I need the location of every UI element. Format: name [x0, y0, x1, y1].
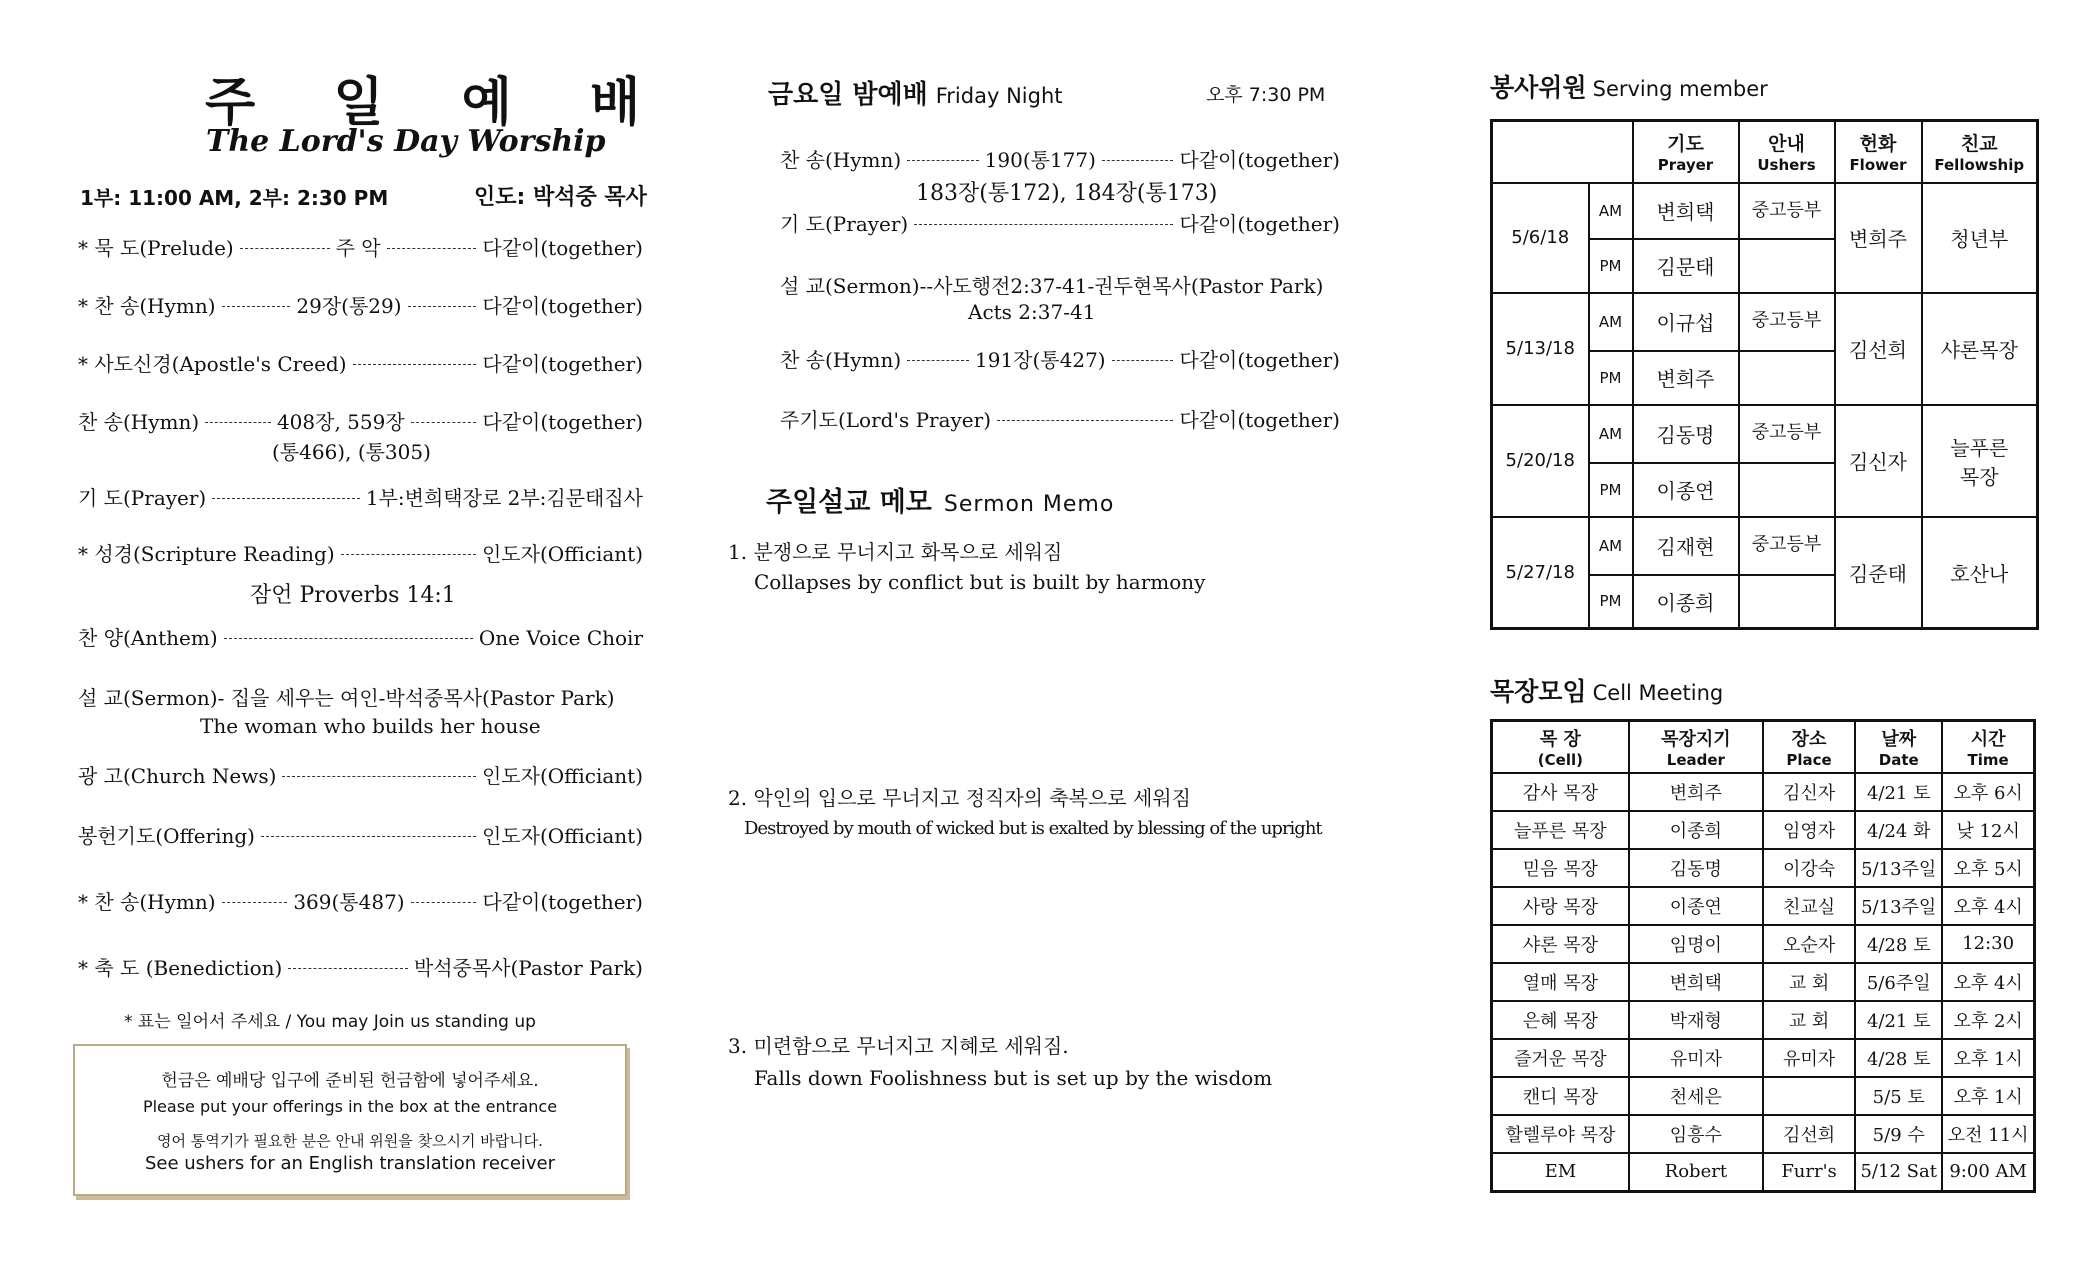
- ushers: 중고등부: [1739, 517, 1835, 575]
- cell-meeting-table: [1490, 719, 2036, 1193]
- offering-notice-en: Please put your offerings in the box at the entrance: [142, 1097, 558, 1116]
- offering-notice-box: [73, 1044, 627, 1196]
- order-item-news: [78, 760, 643, 789]
- cell-meeting-title: [1490, 672, 1723, 708]
- order-item-label: * 축 도 (Benediction): [78, 956, 283, 980]
- am-prayer: 이규섭: [1633, 293, 1739, 351]
- cell-leader: 천세은: [1629, 1077, 1763, 1115]
- friday-hymn-1: [780, 144, 1340, 173]
- order-item-officiant: 인도자(Officiant): [481, 542, 643, 566]
- memo-title-en: Sermon Memo: [943, 492, 1115, 517]
- cell-leader: 변희택: [1629, 963, 1763, 1001]
- am-label: AM: [1589, 183, 1633, 239]
- leader-dots: [341, 554, 476, 555]
- cell-date: 5/13주일: [1855, 849, 1942, 887]
- leader-dots: [914, 224, 1173, 225]
- header-ushers: 안내 Ushers: [1739, 121, 1835, 183]
- flower: 김신자: [1835, 405, 1922, 517]
- order-item-label: * 찬 송(Hymn): [78, 890, 216, 914]
- order-item-officiant: 다같이(together): [1179, 212, 1340, 236]
- order-item-officiant: 다같이(together): [482, 294, 643, 318]
- cell-time: 9:00 AM: [1942, 1153, 2034, 1192]
- cell-date: 5/12 Sat: [1855, 1153, 1942, 1192]
- header-blank: [1492, 121, 1633, 183]
- order-item-anthem: [78, 622, 643, 651]
- cell-leader: 김동명: [1629, 849, 1763, 887]
- cell-time: 오후 2시: [1942, 1001, 2034, 1039]
- cell-time: 오후 1시: [1942, 1077, 2034, 1115]
- cell-place: 임영자: [1763, 811, 1855, 849]
- cell-name: 믿음 목장: [1492, 849, 1629, 887]
- ushers: 중고등부: [1739, 183, 1835, 239]
- order-item-officiant: One Voice Choir: [478, 626, 643, 650]
- leader-dots: [1112, 360, 1174, 361]
- order-item-label: 봉헌기도(Offering): [78, 824, 255, 848]
- header-date: 날짜 Date: [1855, 721, 1942, 773]
- serving-member-table: [1490, 119, 2039, 630]
- pm-label: PM: [1589, 239, 1633, 293]
- cell-place: 김신자: [1763, 773, 1855, 811]
- fellowship: 샤론목장: [1922, 293, 2038, 405]
- order-item-label: 광 고(Church News): [78, 764, 277, 788]
- translation-notice-en: See ushers for an English translation receiver: [144, 1153, 556, 1174]
- order-item-officiant: 1부:변희택장로 2부:김문태집사: [365, 486, 643, 510]
- cell-name: 샤론 목장: [1492, 925, 1629, 963]
- pm-label: PM: [1589, 463, 1633, 517]
- friday-service-time: 오후 7:30 PM: [1206, 84, 1326, 106]
- cell-time: 오후 1시: [1942, 1039, 2034, 1077]
- leader-dots: [222, 306, 291, 307]
- order-item-detail: 191장(통427): [975, 348, 1106, 372]
- order-item-officiant: 다같이(together): [482, 410, 644, 434]
- table-row: [1492, 1039, 2035, 1077]
- header-place: 장소 Place: [1763, 721, 1855, 773]
- scripture-reference: 잠언 Proverbs 14:1: [250, 583, 456, 608]
- table-row: [1492, 1001, 2035, 1039]
- table-row: [1492, 887, 2035, 925]
- order-item-officiant: 다같이(together): [1179, 408, 1340, 432]
- leader-dots: [411, 422, 477, 423]
- leader-dots: [411, 902, 477, 903]
- offering-notice-ko: 헌금은 예배당 입구에 준비된 헌금함에 넣어주세요.: [161, 1071, 539, 1091]
- friday-hymn-numbers: 183장(통172), 184장(통173): [916, 181, 1218, 206]
- pm-prayer: 이종희: [1633, 575, 1739, 629]
- table-row: [1492, 405, 2038, 463]
- cell-leader: 임흥수: [1629, 1115, 1763, 1153]
- fellowship: 청년부: [1922, 183, 2038, 293]
- table-row: [1492, 963, 2035, 1001]
- order-item-detail: 408장, 559장: [276, 410, 405, 434]
- order-item-detail: 369(통487): [293, 890, 405, 914]
- cell-time: 오전 11시: [1942, 1115, 2034, 1153]
- table-row: [1492, 773, 2035, 811]
- cell-name: 감사 목장: [1492, 773, 1629, 811]
- pm-label: PM: [1589, 575, 1633, 629]
- cell-time: 12:30: [1942, 925, 2034, 963]
- translation-notice-ko: 영어 통역기가 필요한 분은 안내 위원을 찾으시기 바랍니다.: [157, 1132, 543, 1150]
- table-row: [1492, 183, 2038, 239]
- am-prayer: 김동명: [1633, 405, 1739, 463]
- order-item-label: * 성경(Scripture Reading): [78, 542, 335, 566]
- cell-place: 유미자: [1763, 1039, 1855, 1077]
- friday-title-en: Friday Night: [935, 84, 1063, 108]
- order-item-officiant: 다같이(together): [482, 236, 643, 260]
- cell-leader: 이종연: [1629, 887, 1763, 925]
- memo-point-3-ko: 3. 미련함으로 무너지고 지혜로 세워짐.: [728, 1034, 1069, 1058]
- order-item-label: 주기도(Lord's Prayer): [780, 408, 992, 432]
- serving-title-en: Serving member: [1592, 77, 1768, 101]
- leader-dots: [997, 420, 1173, 421]
- cell-name: 늘푸른 목장: [1492, 811, 1629, 849]
- order-item-benediction: [78, 952, 643, 981]
- cell-time: 오후 4시: [1942, 887, 2034, 925]
- header-time: 시간 Time: [1942, 721, 2034, 773]
- serving-member-title: [1490, 68, 1768, 104]
- leader-dots: [212, 498, 360, 499]
- order-item-label: 찬 송(Hymn): [780, 148, 902, 172]
- order-item-officiant: 다같이(together): [482, 890, 643, 914]
- cell-date: 5/5 토: [1855, 1077, 1942, 1115]
- order-item-hymn-2: [78, 406, 643, 435]
- flower: 김선희: [1835, 293, 1922, 405]
- cell-place: 교 회: [1763, 1001, 1855, 1039]
- am-prayer: 변희택: [1633, 183, 1739, 239]
- order-item-label: 찬 송(Hymn): [780, 348, 902, 372]
- cell-title-ko: 목장모임: [1490, 677, 1587, 706]
- worship-title: 주 일 예 배: [205, 73, 671, 133]
- header-fellowship: 친교 Fellowship: [1922, 121, 2038, 183]
- order-item-label: 기 도(Prayer): [78, 486, 207, 510]
- serving-date: 5/20/18: [1492, 405, 1589, 517]
- cell-place: Furr's: [1763, 1153, 1855, 1192]
- order-item-sermon: [78, 682, 643, 711]
- cell-date: 4/28 토: [1855, 925, 1942, 963]
- table-row: [1492, 1153, 2035, 1192]
- table-row: [1492, 1115, 2035, 1153]
- cell-date: 5/13주일: [1855, 887, 1942, 925]
- friday-hymn-2: [780, 344, 1340, 373]
- cell-name: 캔디 목장: [1492, 1077, 1629, 1115]
- ushers-pm-empty: [1739, 351, 1835, 405]
- pm-prayer: 김문태: [1633, 239, 1739, 293]
- ushers-pm-empty: [1739, 575, 1835, 629]
- order-item-label: * 사도신경(Apostle's Creed): [78, 352, 347, 376]
- cell-leader: Robert: [1629, 1153, 1763, 1192]
- leader-dots: [907, 160, 978, 161]
- ushers: 중고등부: [1739, 405, 1835, 463]
- order-item-creed: [78, 348, 643, 377]
- order-item-officiant: 인도자(Officiant): [481, 764, 643, 788]
- leader-dots: [288, 968, 408, 969]
- cell-place: 친교실: [1763, 887, 1855, 925]
- am-prayer: 김재현: [1633, 517, 1739, 575]
- table-row: [1492, 1077, 2035, 1115]
- flower: 변희주: [1835, 183, 1922, 293]
- order-item-officiant: 다같이(together): [1179, 148, 1340, 172]
- service-times: 1부: 11:00 AM, 2부: 2:30 PM: [80, 186, 389, 210]
- order-item-subtext: (통466), (통305): [272, 440, 431, 464]
- sermon-english-title: The woman who builds her house: [200, 714, 541, 738]
- flower: 김준태: [1835, 517, 1922, 629]
- fellowship: 늘푸른 목장: [1922, 405, 2038, 517]
- friday-sermon-reference: Acts 2:37-41: [968, 300, 1096, 324]
- header-flower: 헌화 Flower: [1835, 121, 1922, 183]
- order-item-label: * 찬 송(Hymn): [78, 294, 216, 318]
- leader-dots: [205, 422, 271, 423]
- order-item-detail: 29장(통29): [296, 294, 402, 318]
- order-item-prelude: [78, 232, 643, 261]
- memo-point-1-en: Collapses by conflict but is built by harmony: [754, 570, 1206, 594]
- memo-title-ko: 주일설교 메모: [766, 487, 932, 518]
- fellowship: 호산나: [1922, 517, 2038, 629]
- memo-point-2-ko: 2. 악인의 입으로 무너지고 정직자의 축복으로 세워짐: [728, 786, 1191, 810]
- order-item-detail: 주 악: [335, 236, 381, 260]
- cell-date: 5/9 수: [1855, 1115, 1942, 1153]
- cell-leader: 변희주: [1629, 773, 1763, 811]
- cell-time: 오후 4시: [1942, 963, 2034, 1001]
- leader-dots: [240, 248, 330, 249]
- cell-leader: 유미자: [1629, 1039, 1763, 1077]
- am-label: AM: [1589, 517, 1633, 575]
- order-item-officiant: 다같이(together): [482, 352, 643, 376]
- leader-dots: [907, 360, 969, 361]
- leader-dots: [224, 638, 473, 639]
- cell-time: 오후 5시: [1942, 849, 2034, 887]
- header-leader: 목장지기 Leader: [1629, 721, 1763, 773]
- cell-place: 이강숙: [1763, 849, 1855, 887]
- ushers-pm-empty: [1739, 463, 1835, 517]
- cell-place: [1763, 1077, 1855, 1115]
- order-item-officiant: 인도자(Officiant): [481, 824, 643, 848]
- cell-leader: 임명이: [1629, 925, 1763, 963]
- serving-date: 5/6/18: [1492, 183, 1589, 293]
- memo-point-2-en: Destroyed by mouth of wicked but is exalted by blessing of the upright: [744, 818, 1322, 839]
- service-leader: 인도: 박석중 목사: [474, 185, 647, 210]
- cell-date: 4/21 토: [1855, 773, 1942, 811]
- serving-title-ko: 봉사위원: [1490, 73, 1587, 102]
- order-item-hymn-3: [78, 886, 643, 915]
- sermon-memo-title: [766, 480, 1114, 519]
- cell-name: EM: [1492, 1153, 1629, 1192]
- cell-name: 할렐루야 목장: [1492, 1115, 1629, 1153]
- pm-label: PM: [1589, 351, 1633, 405]
- leader-dots: [353, 364, 477, 365]
- order-item-hymn-1: [78, 290, 643, 319]
- pm-prayer: 이종연: [1633, 463, 1739, 517]
- am-label: AM: [1589, 293, 1633, 351]
- order-item-detail: 190(통177): [984, 148, 1096, 172]
- friday-prayer: [780, 208, 1340, 237]
- cell-place: 김선희: [1763, 1115, 1855, 1153]
- order-item-label: 찬 양(Anthem): [78, 626, 218, 650]
- leader-dots: [387, 248, 477, 249]
- friday-title-ko: 금요일 밤예배: [768, 80, 928, 110]
- serving-date: 5/13/18: [1492, 293, 1589, 405]
- cell-name: 즐거운 목장: [1492, 1039, 1629, 1077]
- serving-header-row: [1492, 121, 2038, 183]
- am-label: AM: [1589, 405, 1633, 463]
- header-prayer: 기도 Prayer: [1633, 121, 1739, 183]
- memo-point-3-en: Falls down Foolishness but is set up by the wisdom: [754, 1066, 1273, 1090]
- ushers-pm-empty: [1739, 239, 1835, 293]
- friday-service-title: [768, 74, 1063, 111]
- leader-dots: [1102, 160, 1173, 161]
- cell-title-en: Cell Meeting: [1592, 681, 1724, 705]
- cell-leader: 박재형: [1629, 1001, 1763, 1039]
- cell-place: 오순자: [1763, 925, 1855, 963]
- friday-lords-prayer: [780, 404, 1340, 433]
- cell-place: 교 회: [1763, 963, 1855, 1001]
- leader-dots: [261, 836, 476, 837]
- cell-time: 낮 12시: [1942, 811, 2034, 849]
- cell-header-row: [1492, 721, 2035, 773]
- leader-dots: [408, 306, 477, 307]
- table-row: [1492, 517, 2038, 575]
- cell-time: 오후 6시: [1942, 773, 2034, 811]
- table-row: [1492, 925, 2035, 963]
- order-item-label: 설 교(Sermon)--사도행전2:37-41-권두현목사(Pastor Park): [780, 274, 1324, 298]
- table-row: [1492, 293, 2038, 351]
- cell-name: 열매 목장: [1492, 963, 1629, 1001]
- table-row: [1492, 849, 2035, 887]
- memo-point-1-ko: 1. 분쟁으로 무너지고 화목으로 세워짐: [728, 540, 1063, 564]
- cell-name: 사랑 목장: [1492, 887, 1629, 925]
- friday-sermon: [780, 270, 1340, 299]
- cell-date: 4/21 토: [1855, 1001, 1942, 1039]
- leader-dots: [222, 902, 288, 903]
- order-item-label: 설 교(Sermon)- 집을 세우는 여인-박석중목사(Pastor Park): [78, 686, 615, 710]
- cell-date: 4/24 화: [1855, 811, 1942, 849]
- ushers: 중고등부: [1739, 293, 1835, 351]
- order-item-officiant: 박석중목사(Pastor Park): [413, 956, 643, 980]
- leader-dots: [282, 776, 476, 777]
- order-item-label: 기 도(Prayer): [780, 212, 909, 236]
- cell-leader: 이종희: [1629, 811, 1763, 849]
- order-item-prayer: [78, 482, 643, 511]
- order-item-scripture: [78, 538, 643, 567]
- table-row: [1492, 811, 2035, 849]
- cell-name: 은혜 목장: [1492, 1001, 1629, 1039]
- order-item-officiant: 다같이(together): [1179, 348, 1340, 372]
- pm-prayer: 변희주: [1633, 351, 1739, 405]
- cell-date: 5/6주일: [1855, 963, 1942, 1001]
- worship-subtitle: The Lord's Day Worship: [206, 124, 606, 159]
- order-item-label: 찬 송(Hymn): [78, 410, 200, 434]
- standing-note: * 표는 일어서 주세요 / You may Join us standing up: [124, 1012, 536, 1032]
- order-item-label: * 묵 도(Prelude): [78, 236, 234, 260]
- serving-date: 5/27/18: [1492, 517, 1589, 629]
- order-item-offering: [78, 820, 643, 849]
- cell-date: 4/28 토: [1855, 1039, 1942, 1077]
- header-cell: 목 장 (Cell): [1492, 721, 1629, 773]
